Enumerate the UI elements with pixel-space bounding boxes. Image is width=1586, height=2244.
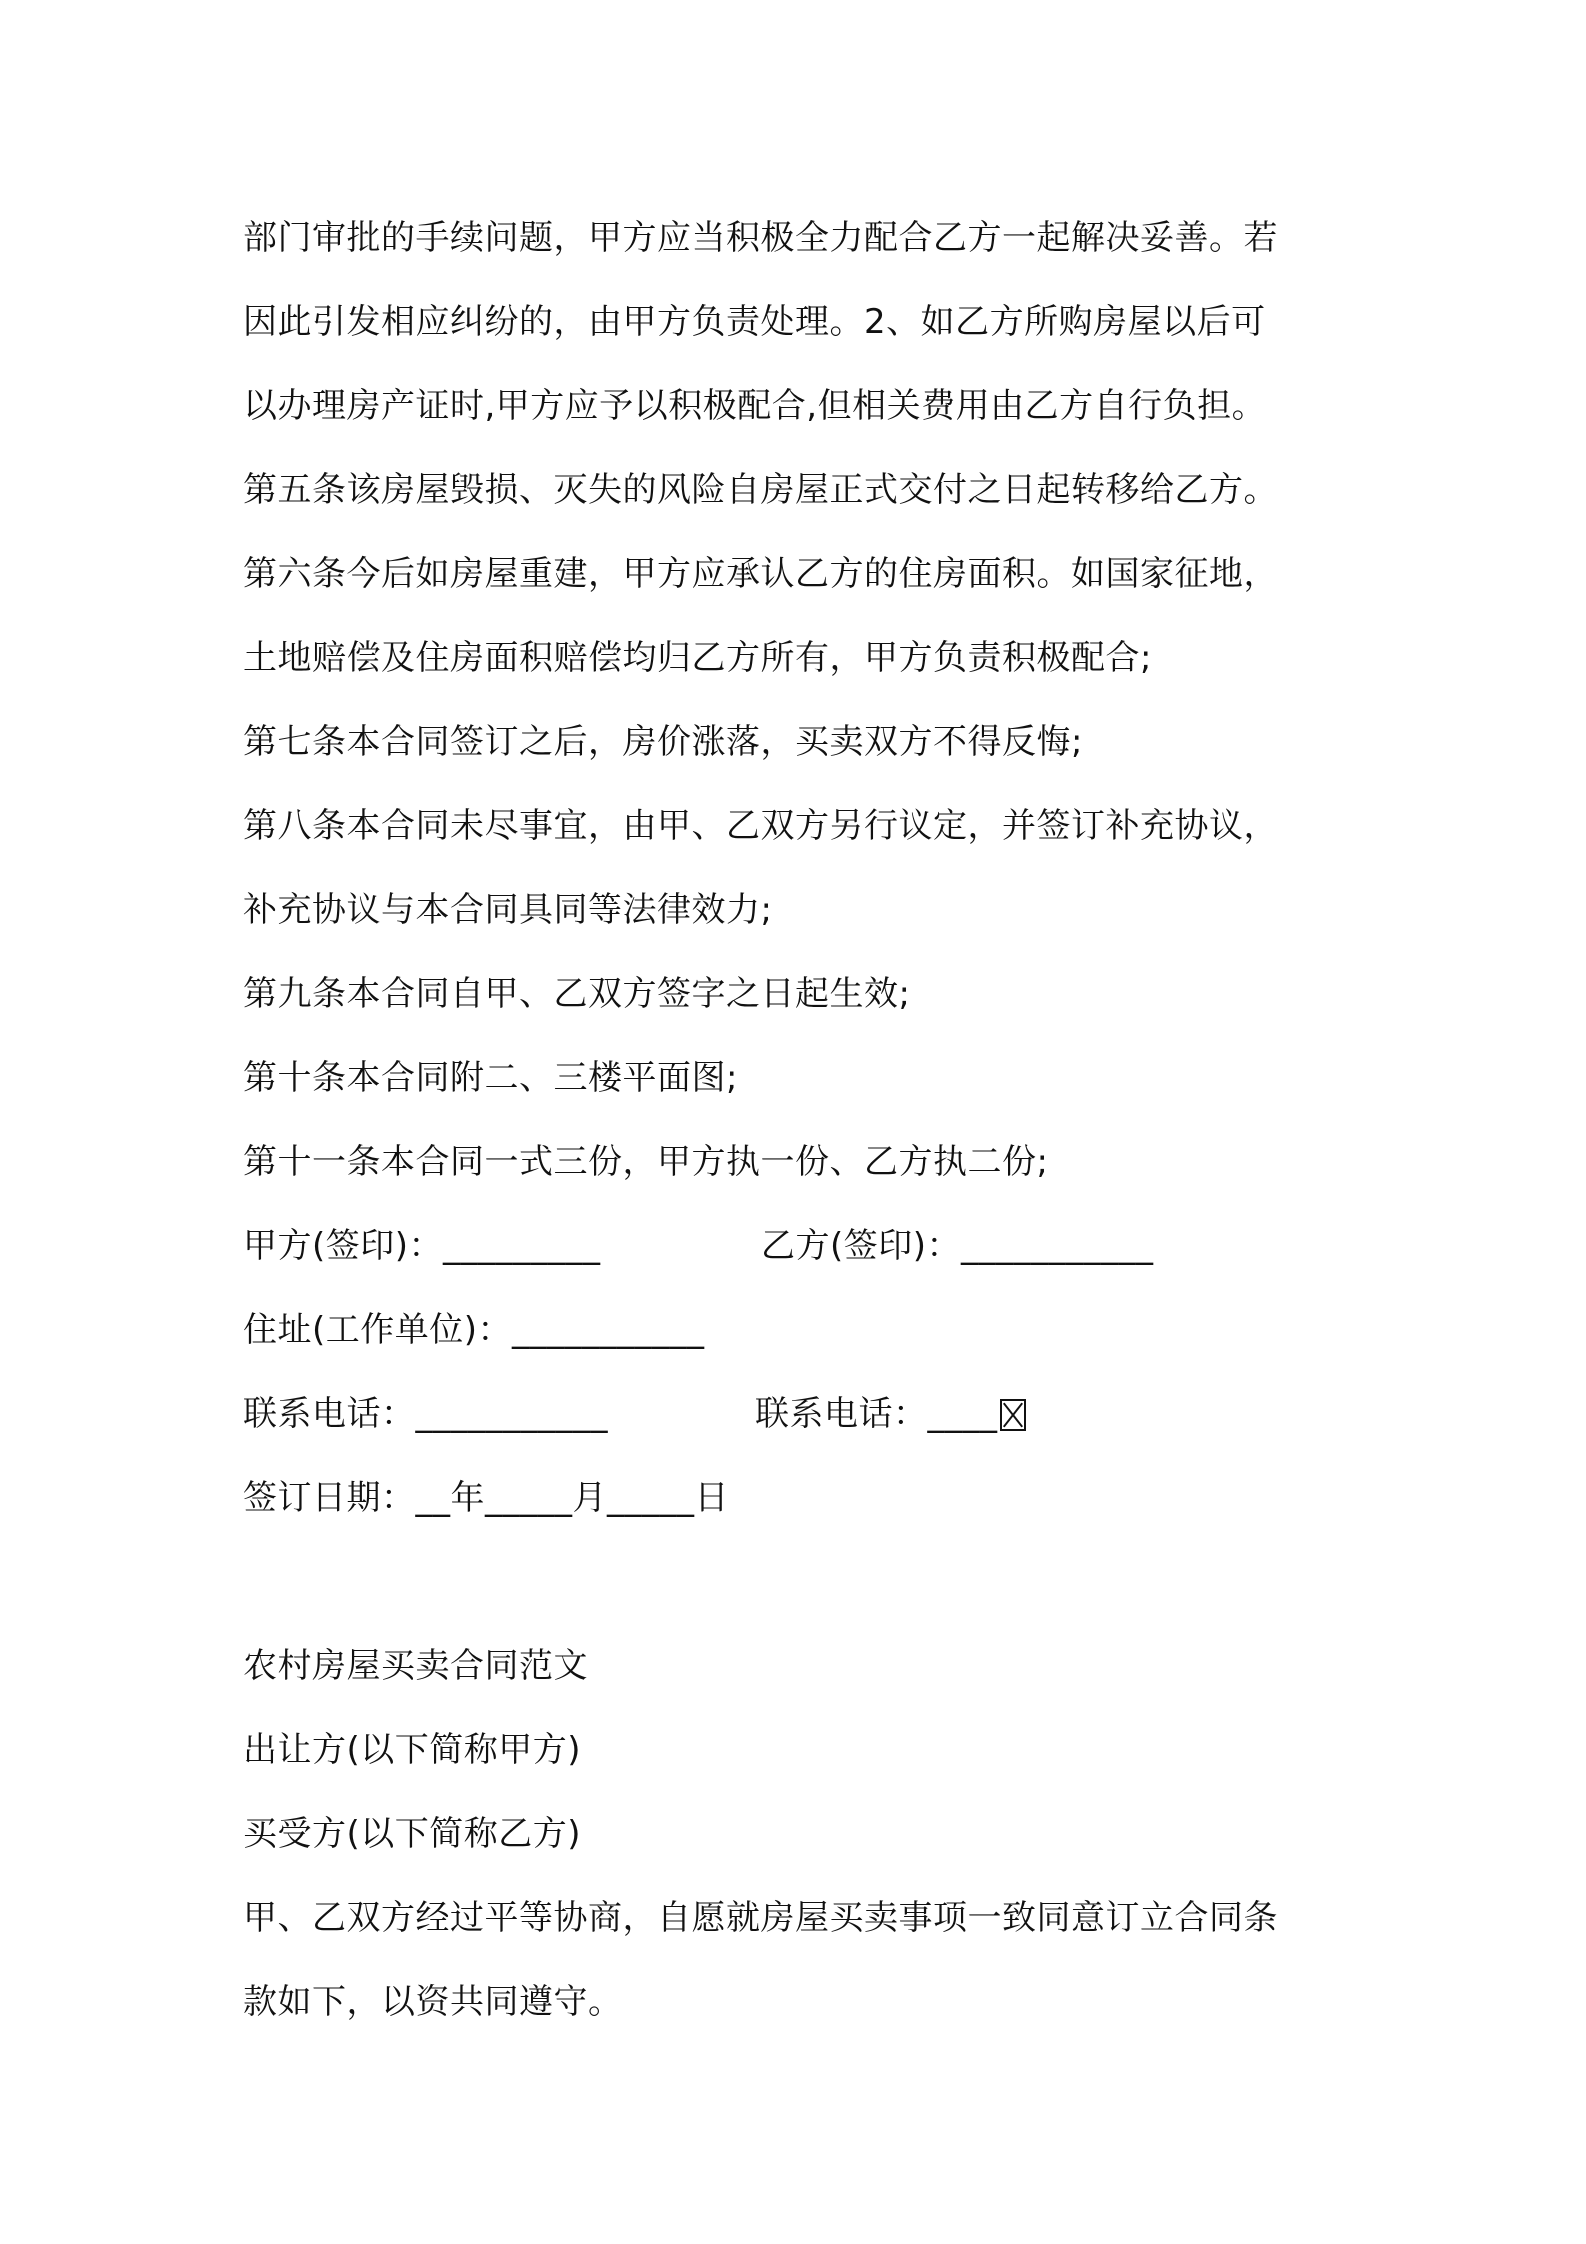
seller-line: 出让方(以下简称甲方) — [243, 1730, 582, 1770]
party-b-phone: 联系电话：____ — [755, 1394, 998, 1434]
section-gap — [243, 1540, 1363, 1624]
agreement-line: 甲、乙双方经过平等协商，自愿就房屋买卖事项一致同意订立合同条 — [243, 1898, 1278, 1938]
signing-date: 签订日期：__年_____月_____日 — [243, 1478, 729, 1518]
buyer-line: 买受方(以下简称乙方) — [243, 1814, 582, 1854]
clause-8: 第八条本合同未尽事宜，由甲、乙双方另行议定，并签订补充协议， — [243, 806, 1278, 846]
missing-glyph-icon — [1000, 1399, 1026, 1431]
party-a-phone: 联系电话：___________ — [243, 1394, 608, 1434]
clause-11: 第十一条本合同一式三份，甲方执一份、乙方执二份; — [243, 1142, 1049, 1182]
clause-5: 第五条该房屋毁损、灭失的风险自房屋正式交付之日起转移给乙方。 — [243, 470, 1278, 510]
party-a-signature: 甲方(签印)：_________ — [243, 1226, 601, 1266]
paragraph-line: 因此引发相应纠纷的，由甲方负责处理。2、如乙方所购房屋以后可 — [243, 302, 1266, 342]
clause-7: 第七条本合同签订之后，房价涨落，买卖双方不得反悔; — [243, 722, 1083, 762]
paragraph-line: 以办理房产证时,甲方应予以积极配合,但相关费用由乙方自行负担。 — [243, 386, 1267, 426]
agreement-line-cont: 款如下，以资共同遵守。 — [243, 1982, 623, 2022]
document-body — [243, 196, 1363, 2044]
address-field: 住址(工作单位)：___________ — [243, 1310, 705, 1350]
clause-10: 第十条本合同附二、三楼平面图; — [243, 1058, 738, 1098]
section-title: 农村房屋买卖合同范文 — [243, 1646, 588, 1686]
party-b-signature: 乙方(签印)：___________ — [761, 1226, 1154, 1266]
clause-8-cont: 补充协议与本合同具同等法律效力; — [243, 890, 773, 930]
phone-row — [243, 1372, 1363, 1456]
clause-6-cont: 土地赔偿及住房面积赔偿均归乙方所有，甲方负责积极配合; — [243, 638, 1152, 678]
clause-6: 第六条今后如房屋重建，甲方应承认乙方的住房面积。如国家征地， — [243, 554, 1278, 594]
party-b-phone-group — [755, 1372, 1026, 1456]
signature-row — [243, 1204, 1363, 1288]
clause-9: 第九条本合同自甲、乙双方签字之日起生效; — [243, 974, 911, 1014]
paragraph-line: 部门审批的手续问题，甲方应当积极全力配合乙方一起解决妥善。若 — [243, 218, 1278, 258]
